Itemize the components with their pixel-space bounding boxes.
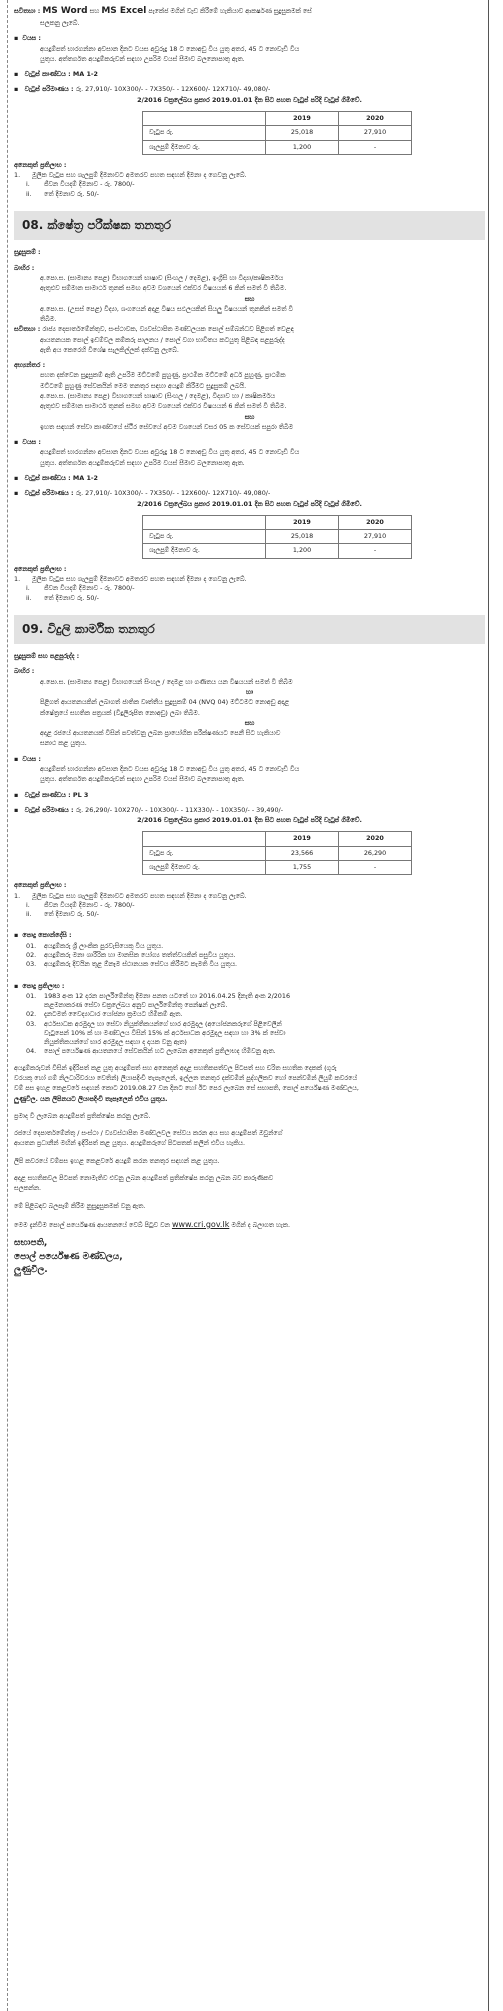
general-benefit-item: 04. පොල් පර්යේෂණ ආයතනයේ සේවකයින් හට ලැබෙන අනෙකුත් ප්‍රතිලාභද හිමිවනු ඇත. xyxy=(26,1047,276,1056)
skill-line: සවිතහා : MS Word සහ MS Excel පැකේජ මගින් වැඩ කිරීමේ හැකියාව ආකර්ෂණ සුදුසුකමක් සේ xyxy=(14,6,312,16)
skill-line-cont: සලකනු ලැබේ. xyxy=(40,19,80,28)
age-text: අයදුම්පත් භාරගන්නා අවසාන දිනට වයස අවුරුදු 18 ට නොඅඩු විය යුතු අතර, 45 ට නොවැඩි විය xyxy=(40,44,300,53)
experience-line: සවිතහා : රාජ්‍ය දෙපාර්තමේන්තුව, සංස්ථාවක, ව්‍යවස්ථාපිත මණ්ඩලයක පොල් සම්බන්ධව පිළිගත් වෙළඳ xyxy=(14,325,294,334)
circular-note: 2/2016 වක්‍රලේඛය ප්‍රකාර 2019.01.01 දින සිට පහත වැටුප් පරිදි වැටුප් ගිමිවේ. xyxy=(137,95,362,104)
website-link[interactable]: www.cri.gov.lk xyxy=(171,1219,230,1229)
other-benefits-label: අනෙකුත් ප්‍රතිලාභ : xyxy=(14,881,67,890)
qualifications-label: සුදුසුකම් : xyxy=(14,248,41,257)
benefit-subitem: ii. තේ දීමනාව රු. 50/- xyxy=(26,910,99,919)
salary-table: 2019 2020 වැටුප රු. 23,566 26,290 ශැලපුම් දීමනාව රු. 1,755 - xyxy=(142,831,412,875)
general-benefit-item: 03. අර්ථසාධක අරමුදල හා සේවා නියුක්තිකයන්ගේ භාර අරමුදල (අයෝජනකරුගේ පිළිවෙලින් වැටුපෙන් 10% ක් හා මණ්ඩලය විසින් 15% ක් අර්ථසාධක අරමුදල සඳහා හා 3% ක් සේවා නියුක්තිකයන්ගේ භාර අරමුදල සඳහා ද දායක වනු ඇත) xyxy=(26,1019,286,1047)
benefit-subitem: ii. තේ දීමනාව රු. 50/- xyxy=(26,593,99,602)
benefit-item: 1. මූලික වැටුප සහ ශැලපුම් දීමනාවට අමතරව පහත සඳහන් දීමනා ද ගෙවනු ලැබේ. xyxy=(14,891,247,900)
age-label: ▪ වයස : xyxy=(14,34,485,43)
age-text: යුතුය. අත්තර්ගත අයදුම්කරුවන් සඳහා උපරිම වයස් සීමාව බලනොපාතු ඇත. xyxy=(40,54,245,63)
envelope-note: ලිපි කවරයේ වම්පස ඉහළ කෙළවරේ අයදුම් කරන තනතුර සඳහන් කළ යුතුය. xyxy=(14,1156,220,1165)
other-benefits-label: අනෙකුත් ප්‍රතිලාභ : xyxy=(14,564,67,573)
general-benefit-item: 01. 1983 අංක 12 දරන පාර්ලිමේන්තු දීමනා පනත යටතේ හා 2016.04.25 දිනැති අංක 2/2016 කළමනාකරණ සේවා චක්‍රලේඛය අනුව පාර්ලිමේන්තු පෙන්ෂන් ලැබේ. xyxy=(26,991,291,1010)
benefit-subitem: i. ජීවන වියදම් දීමනාව - රු. 7800/- xyxy=(26,584,135,593)
influence-note: මේ පිළිබඳව බලපෑම් කිරීම නුසුදුසුකමක් වනු ඇත. xyxy=(14,1201,146,1210)
dashed-margin-rule xyxy=(7,0,8,2011)
external-label: බාහිර : xyxy=(14,263,35,272)
salary-scale-line: ▪ වැටුප් පරිමාණය : රු. 27,910/- 10X300/- - 7X350/- - 12X600/- 12X710/- 49,080/- xyxy=(14,85,485,94)
external-label: බාහිර : xyxy=(14,667,35,676)
benefit-item: 1. මූලික වැටුප සහ ශැලපුම් දීමනාවට අමතරව පහත සඳහන් දීමනා ද ගෙවනු ලැබේ. xyxy=(14,574,247,583)
late-application-note: ප්‍රමාද වී ලැබෙන අයදුම්පත් ප්‍රතික්ෂේප කරනු ලැබේ. xyxy=(14,1111,151,1120)
section-title-08: 08. ක්ෂේත්‍ර පරීක්ෂක තනතුර xyxy=(14,211,485,240)
general-benefit-item: 02. දැනටමත් වෛද්‍යාධාර යෝජනා ක්‍රමයට හිමිකම් ඇත. xyxy=(26,1010,183,1019)
application-instructions: අයදුම්කරුවන් විසින් ඉදිරිපත් කළ යුතු අයදුම්පත් සහ අනෙකුත් අදාළ සහතිකපත්වල පිටපත් සහ චරිත සහතික දෙකක් (ගුරු xyxy=(14,1063,337,1072)
age-label: ▪ වයස : xyxy=(14,438,485,447)
signature-block: සභාපති, පොල් පර්යේෂණ මණ්ඩලය, ලුණුවිල. xyxy=(14,1238,123,1276)
benefit-subitem: i. ජීවන වියදම් දීමනාව - රු. 7800/- xyxy=(26,900,135,909)
salary-table: 2019 2020 වැටුප රු. 25,018 27,910 ශැලපුම් දීමනාව රු. 1,200 - xyxy=(142,515,412,559)
salary-table: 2019 2020 වැටුප රු. 25,018 27,910 ශැලපුම් දීමනාව රු. 1,200 - xyxy=(142,111,412,155)
condition-item: 03. අයදුම්කරු දිවයින තුළ ඕනෑම ස්ථානයක සේවය කිරීමට කැමති විය යුතුය. xyxy=(26,960,238,969)
condition-item: 01. අයදුම්කරු ශ්‍රී ලාංකික පුරවැසියෙකු විය යුතුය. xyxy=(26,941,164,950)
benefit-subitem: ii. තේ දීමනාව රු. 50/- xyxy=(26,189,99,198)
internal-label: අභ්‍යන්තර : xyxy=(14,361,46,370)
general-benefits-label: ▪ පොදු ප්‍රතිලාභ : xyxy=(14,982,485,991)
salary-scale-line: ▪ වැටුප් පරිමාණය : රු. 27,910/- 10X300/- - 7X350/- - 12X600/- 12X710/- 49,080/- xyxy=(14,489,485,498)
government-employees-note: රජයේ දෙපාර්තමේන්තු / සංස්ථා / ව්‍යවස්ථාපිත මණ්ඩලවල සේවය කරන අය සහ අයදුම්පත් ඔවුන්ගේ xyxy=(14,1129,283,1138)
salary-code-line: ▪ වැටුප් කාණ්ඩය : PL 3 xyxy=(14,791,485,800)
benefit-item: 1. මූලික වැටුප සහ ශැලපුම් දීමනාවට අමතරව පහත සඳහන් දීමනා ද ගෙවනු ලැබේ. xyxy=(14,171,247,180)
certificates-note: අදාළ සහතිකවල පිටපත් නොමැතිව එවනු ලබන අයදුම්පත් ප්‍රතික්ෂේප කරනු ලබන බව කාරුණිකව xyxy=(14,1174,274,1183)
general-conditions-label: ▪ පොදු කොන්දේසි : xyxy=(14,931,485,940)
right-border-rule xyxy=(488,0,489,2011)
gazette-page: සවිතහා : MS Word සහ MS Excel පැකේජ මගින් වැඩ කිරීමේ හැකියාව ආකර්ෂණ සුදුසුකමක් සේ සලකනු ලැබේ. ▪ වයස : අයදුම්පත් භාරගන්නා අවසාන දිනට වයස අවුරුදු 18 ට නොඅඩු විය යුතු අතර, 45 ට නොවැඩි විය යුතුය. අත්තර්ගත අයදුම්කරුවන් සඳහා උපරිම වයස් සීමාව බලනොපාතු ඇත. ▪ වැටුප් කාණ්ඩය : MA 1-2 ▪ වැටුප් පරිමාණය : රු. 27,910/- 10X300/- - 7X350/- - 12X600/- 12X710/- 49,080/- 2/2016 වක්‍රලේඛය ප්‍රකාර 2019.01.01 දින සිට පහත වැටුප් පරිදි වැටුප් ගිමිවේ. 2019 2020 වැටුප රු. 25,018 27,910 ශැලපුම් දීමනාව රු. 1,200 - අනෙකුත් ප්‍රතිලාභ : 1. මූලික වැටුප සහ ශැලපුම් දීමනාවට අමතරව පහත සඳහන් දීමනා ද ගෙවනු ලැබේ. i. ජීවන වියදම් දීමනාව - රු. 7800/- ii. තේ දීමනාව රු. 50/- 08. ක්ෂේත්‍ර පරීක්ෂක තනතුර සුදුසුකම් : බාහිර : අ.පො.ස. (සාමාන්‍ය පෙළ) විභාගයෙන් භාෂාව (සිංහල / දෙමළ), ඉංග්‍රීසි හා විද්‍යා/කෘෂිකර්මය ඇතුළුව සම්මාන සාමාර්ථ තුනක් සමඟ අවම වශයෙන් එක්වර විෂයයන් 6 කින් සමත් වී තිබීම. සහ අ.පො.ස. (උසස් පෙළ) විද්‍යා, ශංගයෙන් අදාළ විෂය සඵලයකින් සියලු විෂයයන් තුනකින් සමත් වී තිබීම. සවිතහා : රාජ්‍ය දෙපාර්තමේන්තුව, සංස්ථාවක, ව්‍යවස්ථාපිත මණ්ඩලයක පොල් සම්බන්ධව පිළිගත් වෙළඳ ආයතනයක පොල් ඉඩම්වල කම්කරු පාලනය / පොල් වගා භාවිතය කටයුතු පිළිබඳ පළපුරුද්ද ඇති අය කෙරෙහි විශේෂ සැලකිල්ලක් දක්වනු ලැබේ. අභ්‍යන්තර : පහත දක්වෙන සුදුසුකම් ඇති උපරිම මට්ටමේ පුහුණු, ප්‍රාථමික මට්ටමේ අර්ධ පුහුණු, ප්‍රාථමික මට්ටමේ පුහුණු සේවකයින් මෙම තනතුර සඳහා අයදුම් කිරීමට සුදුසුකම් ලබයි. අ.පො.ස. (සාමාන්‍ය පෙළ) විභාගයෙන් භාෂාව (සිංහල / දෙමළ), විද්‍යාව හා / කෘෂිකර්මය ඇතුළුව සම්මාන සාමාර්ථ තුනක් සමඟ අවම වශයෙන් එක්වර විෂයයන් 6 කින් සමත් වී තිබීම. සහ ඉහත සඳහන් සේවා කාණ්ඩයේ ස්ථිර සේවයේ අවම වශයෙන් වසර 05 ක සේවයක් සපුරා තිබීම ▪ වයස : අයදුම්පත් භාරගන්නා අවසාන දිනට වයස අවුරුදු 18 ට නොඅඩු විය යුතු අතර, 45 ට නොවැඩි විය යුතුය. අත්තර්ගත අයදුම්කරුවන් සඳහා උපරිම වයස් සීමාව බලනොපාතු ඇත. ▪ වැටුප් කාණ්ඩය : MA 1-2 ▪ වැටුප් පරිමාණය : රු. 27,910/- 10X300/- - 7X350/- - 12X600/- 12X710/- 49,080/- 2/2016 වක්‍රලේඛය ප්‍රකාර 2019.01.01 දින සිට පහත වැටුප් පරිදි වැටුප් ගිමිවේ. 2019 2020 වැටුප රු. 25,018 27,910 ශැලපුම් දීමනාව රු. 1,200 - අනෙකුත් ප්‍රතිලාභ : 1. මූලික වැටුප සහ ශැලපුම් දීමනාවට අමතරව පහත සඳහන් දීමනා ද ගෙවනු ලැබේ. i. ජීවන වියදම් දීමනාව - රු. 7800/- ii. තේ දීමනාව රු. 50/- 09. විදුලි කාර්මික තනතුර සුදුසුකම් සහ පළපුරුද්ද : බාහිර : අ.පො.ස. (සාමාන්‍ය පෙළ) විභාගයෙන් සිංහල / දෙමළ හා ගණිතය යන විෂයයන් සමත් වී තිබීම හා පිළිගත් ආයතනයකින් ලබාගත් ජාතික වෘත්තීය සුදුසුකම් 04 (NVQ 04) මට්ටමට නොඅඩු අදාළ ක්ෂේත්‍රයේ සහතික පත්‍රයක් (විදුලිරූපිත නොඅඩු) ලබා තිබීම. සහ අදාළ රජයේ ආයතනයක් විසින් පවත්වනු ලබන ප්‍රායෝගික පරීක්ෂණයට පෙනී සිට හැකියාව සනාථ කළ යුතුය. ▪ වයස : අයදුම්පත් භාරගන්නා අවසාන දිනට වයස අවුරුදු 18 ට නොඅඩු විය යුතු අතර, 45 ට නොවැඩි විය යුතුය. අත්තර්ගත අයදුම්කරුවන් සඳහා උපරිම වයස් සීමාව බලනොපාතු ඇත. ▪ වැටුප් කාණ්ඩය : PL 3 ▪ වැටුප් පරිමාණය : රු. 26,290/- 10X270/- - 10X300/- - 11X330/- - 10X350/- - 39,490/- 2/2016 වක්‍රලේඛය ප්‍රකාර 2019.01.01 දින සිට පහත වැටුප් පරිදි වැටුප් ගිමිවේ. 2019 2020 වැටුප රු. 23,566 26,290 ශැලපුම් දීමනාව රු. 1,755 - අනෙකුත් ප්‍රතිලාභ : 1. මූලික වැටුප සහ ශැලපුම් දීමනාවට අමතරව පහත සඳහන් දීමනා ද ගෙවනු ලැබේ. i. ජීවන වියදම් දීමනාව - රු. 7800/- ii. තේ දීමනාව රු. 50/- ▪ පොදු කොන්දේසි : 01. අයදුම්කරු ශ්‍රී ලාංකික පුරවැසියෙකු විය යුතුය. 02. අයදුම්කරු මනා ශාරීරික හා මානසික යෝග්‍ය තත්ත්වයකින් පසුවිය යුතුය. 03. අයදුම්කරු දිවයින තුළ ඕනෑම ස්ථානයක සේවය කිරීමට කැමති විය යුතුය. ▪ පොදු ප්‍රතිලාභ : 01. 1983 අංක 12 දරන පාර්ලිමේන්තු දීමනා පනත යටතේ හා 2016.04.25 දිනැති අංක 2/2016 කළමනාකරණ සේවා චක්‍රලේඛය අනුව පාර්ලිමේන්තු පෙන්ෂන් ලැබේ. 02. දැනටමත් වෛද්‍යාධාර යෝජනා ක්‍රමයට හිමිකම් ඇත. 03. අර්ථසාධක අරමුදල හා සේවා නියුක්තිකයන්ගේ භාර අරමුදල (අයෝජනකරුගේ පිළිවෙලින් වැටුපෙන් 10% ක් හා මණ්ඩලය විසින් 15% ක් අර්ථසාධක අරමුදල සඳහා හා 3% ක් සේවා නියුක්තිකයන්ගේ භාර අරමුදල සඳහා ද දායක වනු ඇත) 04. පොල් පර්යේෂණ ආයතනයේ සේවකයින් හට ලැබෙන අනෙකුත් ප්‍රතිලාභද හිමිවනු ඇත. අයදුම්කරුවන් විසින් ඉදිරිපත් කළ යුතු අයදුම්පත් සහ අනෙකුත් අදාළ සහතිකපත්වල පිටපත් සහ චරිත සහතික දෙකක් (ගුරු වරයකු හෝ ගම් නිලධාරිවරයා වෙතින්) ලියාපදිංචි තැපෑලෙන්, ඉල්ලන තනතුර දක්වමින් පුද්ගලිකව හෝ පෙන්වමින් ලියුම් කවරයේ වම් පස ඉහළ කෙළවරේ සඳහන් කොට 2019.08.27 වන දිනට හෝ ඊට පෙර ලැබෙන සේ සභාපති, පොල් පර්යේෂණ මණ්ඩලය, ලුණුවිල. යන ලිපිනයට ලියාපදිංචි තැපෑලෙන් එවිය යුතුය. ප්‍රමාද වී ලැබෙන අයදුම්පත් ප්‍රතික්ෂේප කරනු ලැබේ. රජයේ දෙපාර්තමේන්තු / සංස්ථා / ව්‍යවස්ථාපිත මණ්ඩලවල සේවය කරන අය සහ අයදුම්පත් ඔවුන්ගේ ආයතන ප්‍රධානීන් මඟින් ඉදිරිපත් කළ යුතුය. අයදුම්කරුගේ පිටපතක් කලින් එවිය හැකිය. ලිපි කවරයේ වම්පස ඉහළ කෙළවරේ අයදුම් කරන තනතුර සඳහන් කළ යුතුය. අදාළ සහතිකවල පිටපත් නොමැතිව එවනු ලබන අයදුම්පත් ප්‍රතික්ෂේප කරනු ලබන බව කාරුණිකව සලකන්න. මේ පිළිබඳව බලපෑම් කිරීම නුසුදුසුකමක් වනු ඇත. මෙම දැන්වීම පොල් පර්යේෂණ ආයතනයේ වෙබ් පිටුව වන www.cri.gov.lk මගින් ද බලාගත හැක. සභාපති, පොල් පර්යේෂණ මණ්ඩලය, ලුණුවිල. xyxy=(0,0,503,2011)
salary-code-line: ▪ වැටුප් කාණ්ඩය : MA 1-2 xyxy=(14,70,485,79)
section-title-09: 09. විදුලි කාර්මික තනතුර xyxy=(14,615,485,644)
age-label: ▪ වයස : xyxy=(14,755,485,764)
qualifications-label: සුදුසුකම් සහ පළපුරුද්ද : xyxy=(14,652,80,661)
salary-scale-line: ▪ වැටුප් පරිමාණය : රු. 26,290/- 10X270/- - 10X300/- - 11X330/- - 10X350/- - 39,490/- xyxy=(14,806,485,815)
salary-code-line: ▪ වැටුප් කාණ්ඩය : MA 1-2 xyxy=(14,474,485,483)
condition-item: 02. අයදුම්කරු මනා ශාරීරික හා මානසික යෝග්‍ය තත්ත්වයකින් පසුවිය යුතුය. xyxy=(26,950,236,959)
circular-note: 2/2016 වක්‍රලේඛය ප්‍රකාර 2019.01.01 දින සිට පහත වැටුප් පරිදි වැටුප් ගිමිවේ. xyxy=(137,499,362,508)
website-line: මෙම දැන්වීම පොල් පර්යේෂණ ආයතනයේ වෙබ් පිටුව වන www.cri.gov.lk මගින් ද බලාගත හැක. xyxy=(14,1219,290,1229)
other-benefits-label: අනෙකුත් ප්‍රතිලාභ : xyxy=(14,160,67,169)
benefit-subitem: i. ජීවන වියදම් දීමනාව - රු. 7800/- xyxy=(26,180,135,189)
circular-note: 2/2016 වක්‍රලේඛය ප්‍රකාර 2019.01.01 දින සිට පහත වැටුප් පරිදි වැටුප් ගිමිවේ. xyxy=(137,816,362,825)
